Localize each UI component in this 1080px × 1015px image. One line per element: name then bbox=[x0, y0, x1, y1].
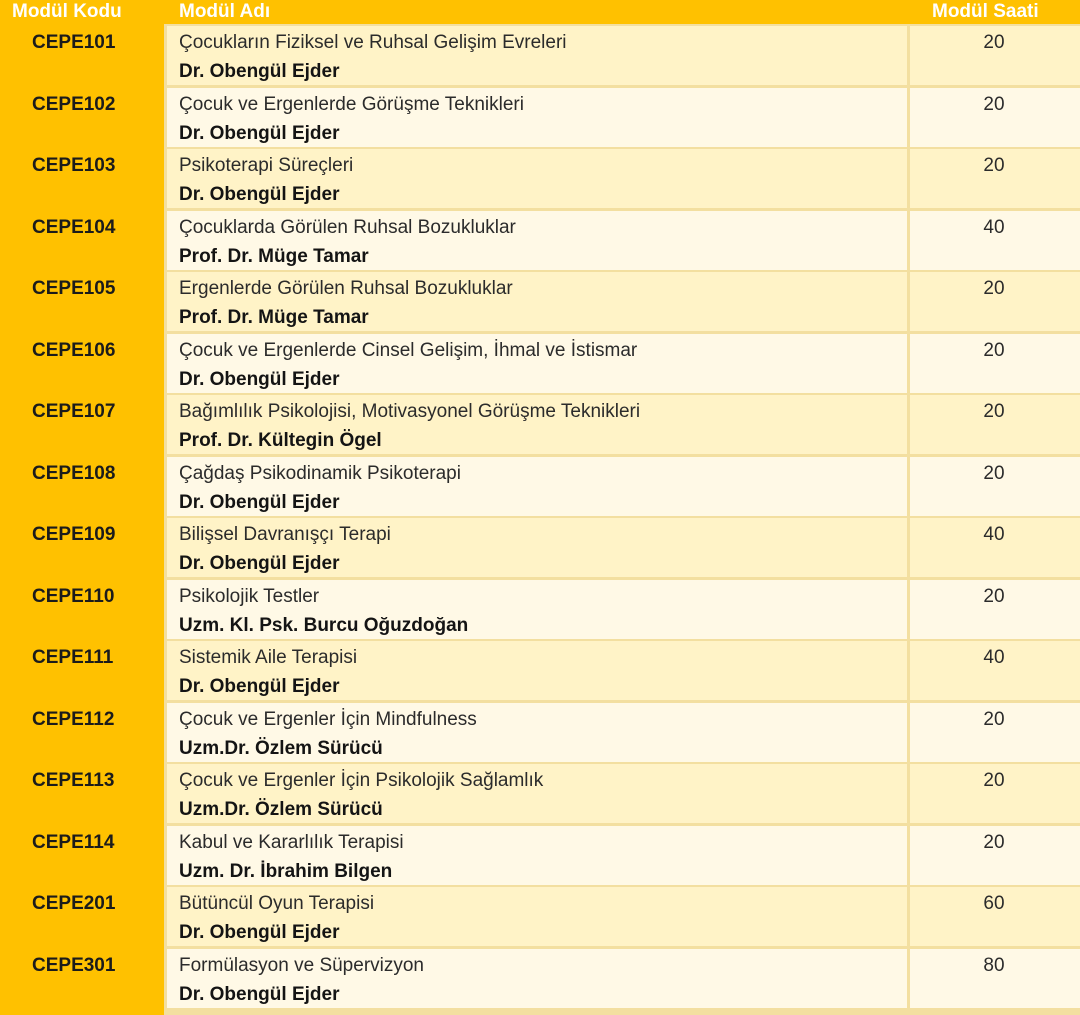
module-code: CEPE105 bbox=[32, 278, 116, 299]
module-name-cell bbox=[167, 641, 907, 700]
module-code: CEPE107 bbox=[32, 401, 116, 422]
module-hours-cell bbox=[910, 580, 1080, 639]
module-name-cell bbox=[167, 703, 907, 762]
module-title: Çocukların Fiziksel ve Ruhsal Gelişim Evreleri bbox=[179, 32, 567, 53]
table-row bbox=[0, 395, 1080, 457]
module-code: CEPE104 bbox=[32, 216, 116, 238]
module-hours: 40 bbox=[983, 647, 1005, 668]
module-title: Formülasyon ve Süpervizyon bbox=[179, 954, 424, 976]
module-hours: 20 bbox=[983, 93, 1005, 115]
module-hours: 20 bbox=[983, 462, 1005, 484]
module-name-cell bbox=[167, 26, 907, 85]
table-row bbox=[0, 826, 1080, 888]
module-code-cell bbox=[0, 457, 164, 516]
module-code-cell bbox=[0, 764, 164, 823]
module-hours-cell bbox=[910, 518, 1080, 577]
module-title: Psikoterapi Süreçleri bbox=[179, 155, 354, 176]
module-code: CEPE103 bbox=[32, 155, 116, 176]
table-row bbox=[0, 764, 1080, 826]
module-hours-cell bbox=[910, 26, 1080, 85]
module-name-cell bbox=[167, 88, 907, 147]
module-code-cell bbox=[0, 887, 164, 946]
module-hours-cell bbox=[910, 703, 1080, 762]
table-row bbox=[0, 26, 1080, 88]
module-code: CEPE111 bbox=[32, 647, 114, 668]
table-header bbox=[0, 0, 1080, 24]
module-instructor: Dr. Obengül Ejder bbox=[179, 184, 340, 205]
module-hours-cell bbox=[910, 764, 1080, 823]
module-hours: 20 bbox=[983, 401, 1005, 422]
module-name-cell bbox=[167, 518, 907, 577]
table-row bbox=[0, 641, 1080, 703]
module-hours-cell bbox=[910, 334, 1080, 393]
module-title: Bağımlılık Psikolojisi, Motivasyonel Görüşme Teknikleri bbox=[179, 401, 641, 422]
table-row bbox=[0, 949, 1080, 1011]
module-code-cell bbox=[0, 149, 164, 208]
module-hours: 60 bbox=[983, 893, 1005, 914]
module-name-cell bbox=[167, 211, 907, 270]
table-row bbox=[0, 887, 1080, 949]
table-row bbox=[0, 88, 1080, 150]
module-instructor: Dr. Obengül Ejder bbox=[179, 922, 340, 943]
module-instructor: Prof. Dr. Kültegin Ögel bbox=[179, 430, 382, 451]
module-hours: 20 bbox=[983, 770, 1005, 791]
module-name-cell bbox=[167, 764, 907, 823]
module-instructor: Uzm.Dr. Özlem Sürücü bbox=[179, 737, 383, 759]
module-code-cell bbox=[0, 334, 164, 393]
module-instructor: Prof. Dr. Müge Tamar bbox=[179, 307, 369, 328]
module-hours: 20 bbox=[983, 32, 1005, 53]
module-hours-cell bbox=[910, 395, 1080, 454]
header-module-hours: Modül Saati bbox=[932, 1, 1039, 22]
module-title: Bütüncül Oyun Terapisi bbox=[179, 893, 375, 914]
module-code: CEPE102 bbox=[32, 93, 116, 115]
module-code: CEPE301 bbox=[32, 954, 116, 976]
module-instructor: Uzm. Kl. Psk. Burcu Oğuzdoğan bbox=[179, 614, 469, 636]
module-code-cell bbox=[0, 580, 164, 639]
table-row bbox=[0, 272, 1080, 334]
table-row bbox=[0, 518, 1080, 580]
header-module-code: Modül Kodu bbox=[12, 1, 122, 22]
table-row bbox=[0, 703, 1080, 765]
module-code: CEPE106 bbox=[32, 339, 116, 361]
table-row bbox=[0, 580, 1080, 642]
module-hours-cell bbox=[910, 149, 1080, 208]
module-title: Çağdaş Psikodinamik Psikoterapi bbox=[179, 462, 461, 484]
module-title: Çocuk ve Ergenlerde Görüşme Teknikleri bbox=[179, 93, 524, 115]
module-hours-cell bbox=[910, 641, 1080, 700]
module-code-cell bbox=[0, 211, 164, 270]
module-hours: 40 bbox=[983, 524, 1005, 545]
module-code-cell bbox=[0, 518, 164, 577]
module-name-cell bbox=[167, 334, 907, 393]
module-name-cell bbox=[167, 580, 907, 639]
module-code: CEPE114 bbox=[32, 831, 115, 853]
module-instructor: Uzm.Dr. Özlem Sürücü bbox=[179, 799, 383, 820]
module-title: Kabul ve Kararlılık Terapisi bbox=[179, 831, 404, 853]
table-row bbox=[0, 457, 1080, 519]
module-code-cell bbox=[0, 949, 164, 1008]
module-code: CEPE201 bbox=[32, 893, 116, 914]
module-hours: 20 bbox=[983, 278, 1005, 299]
module-name-cell bbox=[167, 887, 907, 946]
module-code: CEPE101 bbox=[32, 32, 116, 53]
module-code-cell bbox=[0, 826, 164, 885]
module-instructor: Dr. Obengül Ejder bbox=[179, 676, 340, 697]
module-title: Bilişsel Davranışçı Terapi bbox=[179, 524, 391, 545]
module-code-cell bbox=[0, 88, 164, 147]
module-instructor: Uzm. Dr. İbrahim Bilgen bbox=[179, 860, 393, 882]
module-title: Psikolojik Testler bbox=[179, 585, 320, 607]
module-code-cell bbox=[0, 395, 164, 454]
module-hours: 40 bbox=[983, 216, 1005, 238]
module-hours: 20 bbox=[983, 831, 1005, 853]
module-hours: 80 bbox=[983, 954, 1005, 976]
module-hours-cell bbox=[910, 826, 1080, 885]
module-title: Sistemik Aile Terapisi bbox=[179, 647, 358, 668]
module-code-cell bbox=[0, 703, 164, 762]
module-code: CEPE110 bbox=[32, 585, 115, 607]
table-body bbox=[0, 26, 1080, 1010]
module-name-cell bbox=[167, 272, 907, 331]
module-hours-cell bbox=[910, 272, 1080, 331]
module-code: CEPE113 bbox=[32, 770, 115, 791]
module-hours-cell bbox=[910, 887, 1080, 946]
module-title: Çocuk ve Ergenlerde Cinsel Gelişim, İhmal ve İstismar bbox=[179, 339, 638, 361]
module-hours-cell bbox=[910, 949, 1080, 1008]
module-instructor: Dr. Obengül Ejder bbox=[179, 983, 340, 1005]
module-title: Çocuk ve Ergenler İçin Mindfulness bbox=[179, 708, 477, 730]
module-instructor: Dr. Obengül Ejder bbox=[179, 122, 340, 144]
module-instructor: Dr. Obengül Ejder bbox=[179, 491, 340, 513]
module-title: Çocuk ve Ergenler İçin Psikolojik Sağlamlık bbox=[179, 770, 544, 791]
module-name-cell bbox=[167, 949, 907, 1008]
module-name-cell bbox=[167, 395, 907, 454]
module-code: CEPE112 bbox=[32, 708, 115, 730]
module-title: Ergenlerde Görülen Ruhsal Bozukluklar bbox=[179, 278, 513, 299]
module-hours: 20 bbox=[983, 585, 1005, 607]
module-hours-cell bbox=[910, 211, 1080, 270]
module-hours-cell bbox=[910, 457, 1080, 516]
module-hours: 20 bbox=[983, 339, 1005, 361]
module-code-cell bbox=[0, 272, 164, 331]
module-hours: 20 bbox=[983, 155, 1005, 176]
module-name-cell bbox=[167, 149, 907, 208]
module-title: Çocuklarda Görülen Ruhsal Bozukluklar bbox=[179, 216, 516, 238]
module-name-cell bbox=[167, 826, 907, 885]
table-row bbox=[0, 211, 1080, 273]
module-instructor: Dr. Obengül Ejder bbox=[179, 553, 340, 574]
module-code: CEPE109 bbox=[32, 524, 116, 545]
module-instructor: Dr. Obengül Ejder bbox=[179, 368, 340, 390]
module-instructor: Dr. Obengül Ejder bbox=[179, 61, 340, 82]
module-hours: 20 bbox=[983, 708, 1005, 730]
module-name-cell bbox=[167, 457, 907, 516]
module-code: CEPE108 bbox=[32, 462, 116, 484]
module-instructor: Prof. Dr. Müge Tamar bbox=[179, 245, 369, 267]
header-module-name: Modül Adı bbox=[179, 1, 271, 22]
module-code-cell bbox=[0, 641, 164, 700]
table-row bbox=[0, 149, 1080, 211]
module-code-cell bbox=[0, 26, 164, 85]
module-hours-cell bbox=[910, 88, 1080, 147]
table-row bbox=[0, 334, 1080, 396]
